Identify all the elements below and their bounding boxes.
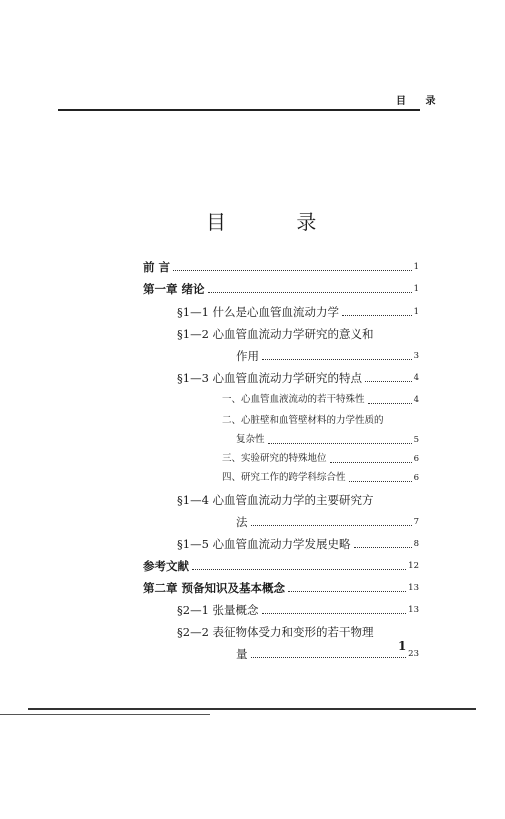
toc-page-number: 4 bbox=[413, 395, 419, 405]
toc-entry-sub-3 bbox=[222, 452, 419, 466]
folio-page-number: 1 bbox=[398, 639, 407, 653]
toc-entry-text: 前 言 bbox=[143, 260, 171, 274]
running-header: 目 录 bbox=[396, 96, 444, 107]
toc-entry-text: 参考文献 bbox=[143, 559, 189, 573]
page-title: 目 录 bbox=[206, 210, 349, 234]
scan-edge-rule-secondary bbox=[0, 714, 210, 715]
scan-edge-rule bbox=[28, 708, 476, 710]
toc-page-number: 1 bbox=[413, 307, 419, 317]
toc-entry-text: 第一章 绪论 bbox=[143, 282, 205, 296]
toc-entry-section-1-3 bbox=[177, 371, 419, 385]
dot-leader bbox=[173, 270, 412, 271]
toc-entry-text: 作用 bbox=[236, 349, 259, 363]
toc-entry-section-1-2-cont bbox=[236, 349, 419, 363]
toc-page-number: 1 bbox=[413, 262, 419, 272]
dot-leader bbox=[288, 591, 406, 592]
dot-leader bbox=[330, 462, 412, 463]
toc-page-number: 1 bbox=[413, 284, 419, 294]
toc-entry-references bbox=[143, 559, 419, 573]
toc-page-number: 3 bbox=[413, 351, 419, 361]
toc-entry-section-1-1 bbox=[177, 305, 419, 319]
toc-entry-chapter-1 bbox=[143, 282, 419, 296]
dot-leader bbox=[349, 481, 412, 482]
toc-page-number: 12 bbox=[408, 561, 419, 571]
toc-entry-text: §2—1 张量概念 bbox=[177, 603, 259, 617]
dot-leader bbox=[268, 443, 412, 444]
toc-entry-text: §1—4 心血管血流动力学的主要研究方 bbox=[177, 493, 374, 507]
dot-leader bbox=[368, 403, 412, 404]
toc-entry-chapter-2 bbox=[143, 581, 419, 595]
toc-entry-text: 三、实验研究的特殊地位 bbox=[222, 453, 327, 464]
dot-leader bbox=[192, 569, 406, 570]
toc-entry-section-2-1 bbox=[177, 603, 419, 617]
toc-entry-sub-1 bbox=[222, 393, 419, 407]
toc-page-number: 4 bbox=[413, 373, 419, 383]
toc-entry-section-2-2-cont bbox=[236, 647, 419, 661]
dot-leader bbox=[342, 315, 412, 316]
toc-entry-text: §1—3 心血管血流动力学研究的特点 bbox=[177, 371, 363, 385]
dot-leader bbox=[354, 547, 412, 548]
toc-entry-text: §1—1 什么是心血管血流动力学 bbox=[177, 305, 340, 319]
toc-entry-text: 一、心血管血液流动的若干特殊性 bbox=[222, 394, 365, 405]
toc-entry-section-1-4-cont bbox=[236, 515, 419, 529]
toc-page-number: 6 bbox=[413, 473, 419, 483]
header-rule bbox=[58, 109, 420, 111]
toc-entry-text: §1—5 心血管血流动力学发展史略 bbox=[177, 537, 351, 551]
toc-entry-text: §2—2 表征物体受力和变形的若干物理 bbox=[177, 625, 374, 639]
toc-entry-section-1-2 bbox=[177, 327, 419, 341]
dot-leader bbox=[262, 359, 412, 360]
toc-page-number: 6 bbox=[413, 454, 419, 464]
toc-entry-text: 量 bbox=[236, 647, 248, 661]
toc-entry-text: 复杂性 bbox=[236, 434, 265, 445]
dot-leader bbox=[208, 292, 412, 293]
toc-entry-section-1-4 bbox=[177, 493, 419, 507]
dot-leader bbox=[251, 525, 412, 526]
toc-entry-preface bbox=[143, 260, 419, 274]
toc-entry-sub-4 bbox=[222, 471, 419, 485]
dot-leader bbox=[262, 613, 407, 614]
toc-page-number: 7 bbox=[413, 517, 419, 527]
toc-entry-sub-2-cont bbox=[236, 433, 419, 447]
toc-entry-text: §1—2 心血管血流动力学研究的意义和 bbox=[177, 327, 374, 341]
toc-page-number: 5 bbox=[413, 435, 419, 445]
toc-entry-section-1-5 bbox=[177, 537, 419, 551]
toc-entry-sub-2 bbox=[222, 414, 419, 428]
toc-page-number: 13 bbox=[408, 605, 419, 615]
toc-entry-text: 法 bbox=[236, 515, 248, 529]
toc-entry-section-2-2 bbox=[177, 625, 419, 639]
toc-page-number: 8 bbox=[413, 539, 419, 549]
dot-leader bbox=[365, 381, 412, 382]
toc-entry-text: 四、研究工作的跨学科综合性 bbox=[222, 472, 346, 483]
toc-page-number: 13 bbox=[408, 583, 419, 593]
toc-entry-text: 二、心脏壁和血管壁材料的力学性质的 bbox=[222, 415, 384, 426]
toc-entry-text: 第二章 预备知识及基本概念 bbox=[143, 581, 286, 595]
toc-page-number: 23 bbox=[408, 649, 419, 659]
dot-leader bbox=[251, 657, 407, 658]
